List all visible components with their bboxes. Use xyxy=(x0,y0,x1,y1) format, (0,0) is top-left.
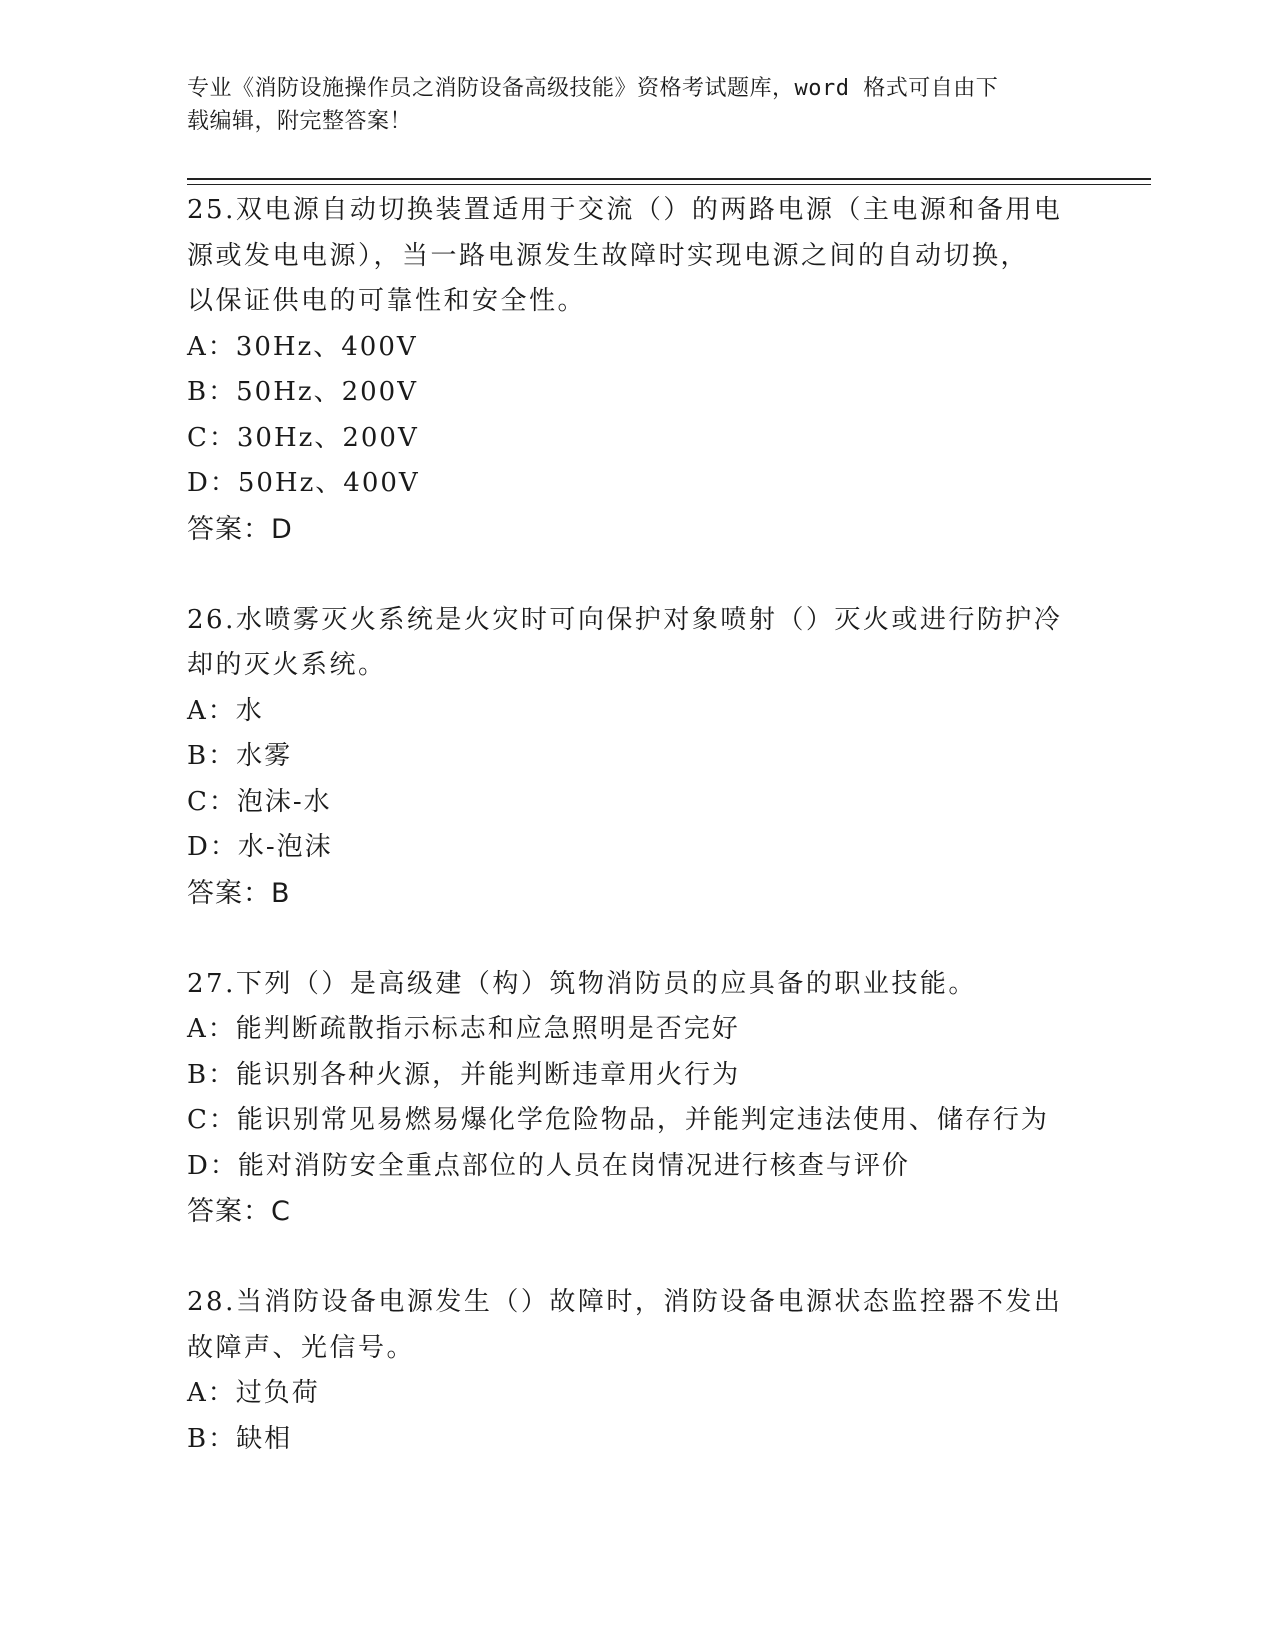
question-stem-line: 故障声、光信号。 xyxy=(187,1332,416,1363)
option-b: B：50Hz、200V xyxy=(187,377,418,407)
question-stem-line: 以保证供电的可靠性和安全性。 xyxy=(187,286,587,316)
question-list xyxy=(187,188,1087,1507)
option-d: D：50Hz、400V xyxy=(187,468,420,498)
option-a: A：水 xyxy=(187,695,264,726)
header-line-2: 载编辑，附完整答案！ xyxy=(187,109,413,134)
question-stem-line: 27.下列（）是高级建（构）筑物消防员的应具备的职业技能。 xyxy=(187,968,977,999)
answer-line: 答案：B xyxy=(187,877,291,909)
option-d: D：水-泡沫 xyxy=(187,832,333,862)
question-stem-line: 却的灭火系统。 xyxy=(187,650,387,680)
header-divider-thin xyxy=(187,184,1151,185)
option-b: B：能识别各种火源，并能判断违章用火行为 xyxy=(187,1059,741,1090)
option-a: A：过负荷 xyxy=(187,1378,320,1408)
question-stem-line: 源或发电电源），当一路电源发生故障时实现电源之间的自动切换， xyxy=(187,240,1030,271)
option-a: A：能判断疏散指示标志和应急照明是否完好 xyxy=(187,1014,740,1044)
question-stem-line: 26.水喷雾灭火系统是火灾时可向保护对象喷射（）灭火或进行防护冷 xyxy=(187,604,1063,635)
option-c: C：能识别常见易燃易爆化学危险物品，并能判定违法使用、储存行为 xyxy=(187,1105,1049,1135)
header-divider-thick xyxy=(187,178,1151,180)
option-c: C：30Hz、200V xyxy=(187,422,419,453)
header-line-1: 专业《消防设施操作员之消防设备高级技能》资格考试题库，word 格式可自由下 xyxy=(187,76,999,101)
option-d: D：能对消防安全重点部位的人员在岗情况进行核查与评价 xyxy=(187,1150,910,1181)
option-b: B：水雾 xyxy=(187,741,293,771)
question-stem-line: 25.双电源自动切换装置适用于交流（）的两路电源（主电源和备用电 xyxy=(187,195,1063,225)
question-28 xyxy=(187,1280,1087,1462)
option-c: C：泡沫-水 xyxy=(187,786,332,817)
option-a: A：30Hz、400V xyxy=(187,331,418,362)
question-stem-line: 28.当消防设备电源发生（）故障时，消防设备电源状态监控器不发出 xyxy=(187,1287,1063,1317)
question-26 xyxy=(187,598,1087,917)
answer-line: 答案：C xyxy=(187,1196,291,1227)
document-header xyxy=(187,72,1087,138)
question-27 xyxy=(187,962,1087,1236)
answer-line: 答案：D xyxy=(187,513,293,545)
question-25 xyxy=(187,188,1087,553)
option-b: B：缺相 xyxy=(187,1423,293,1454)
